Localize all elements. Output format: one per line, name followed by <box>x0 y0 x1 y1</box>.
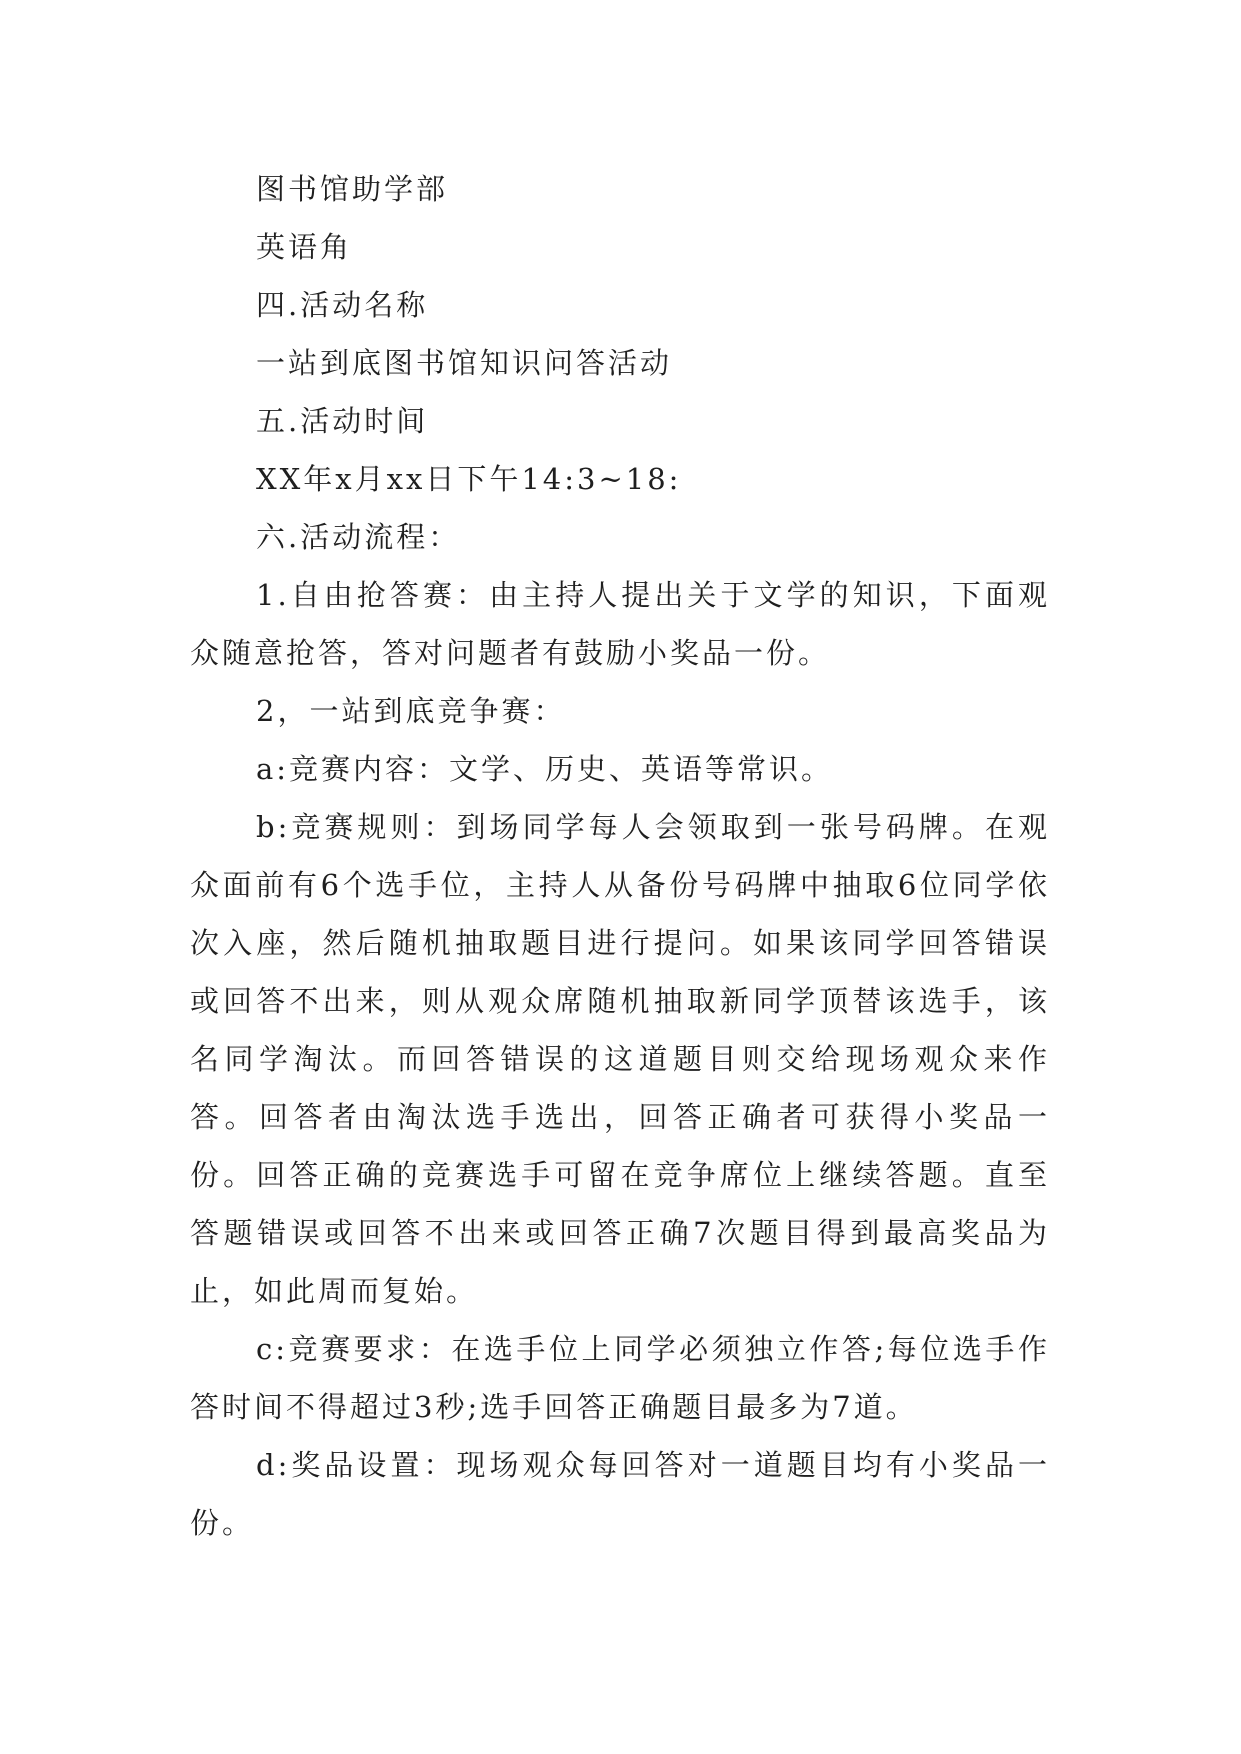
heading-activity-process: 六.活动流程： <box>256 520 461 554</box>
heading-activity-time: 五.活动时间 <box>256 404 429 438</box>
heading-activity-name: 四.活动名称 <box>256 288 429 322</box>
paragraph-department: 图书馆助学部 <box>256 172 449 206</box>
paragraph-competition-title: 2，一站到底竞争赛： <box>256 694 566 728</box>
paragraph-prize-settings: d:奖品设置：现场观众每回答对一道题目均有小奖品一份。 <box>190 1448 1050 1540</box>
document-body <box>190 160 1050 1552</box>
paragraph-competition-requirements: c:竞赛要求：在选手位上同学必须独立作答;每位选手作答时间不得超过3秒;选手回答正确题目最多为7道。 <box>190 1332 1050 1424</box>
paragraph-activity-name: 一站到底图书馆知识问答活动 <box>256 346 673 380</box>
paragraph-english-corner: 英语角 <box>256 230 353 264</box>
paragraph-competition-rules: b:竞赛规则：到场同学每人会领取到一张号码牌。在观众面前有6个选手位，主持人从备份号码牌中抽取6位同学依次入座，然后随机抽取题目进行提问。如果该同学回答错误或回答不出来，则从观众席随机抽取新同学顶替该选手，该名同学淘汰。而回答错误的这道题目则交给现场观众来作答。回答者由淘汰选手选出，回答正确者可获得小奖品一份。回答正确的竞赛选手可留在竞争席位上继续答题。直至答题错误或回答不出来或回答正确7次题目得到最高奖品为止，如此周而复始。 <box>190 810 1050 1308</box>
paragraph-activity-time: XX年x月xx日下午14:3~18: <box>256 462 682 496</box>
paragraph-competition-content: a:竞赛内容：文学、历史、英语等常识。 <box>256 752 834 786</box>
paragraph-free-quiz: 1.自由抢答赛：由主持人提出关于文学的知识，下面观众随意抢答，答对问题者有鼓励小奖品一份。 <box>190 578 1050 670</box>
